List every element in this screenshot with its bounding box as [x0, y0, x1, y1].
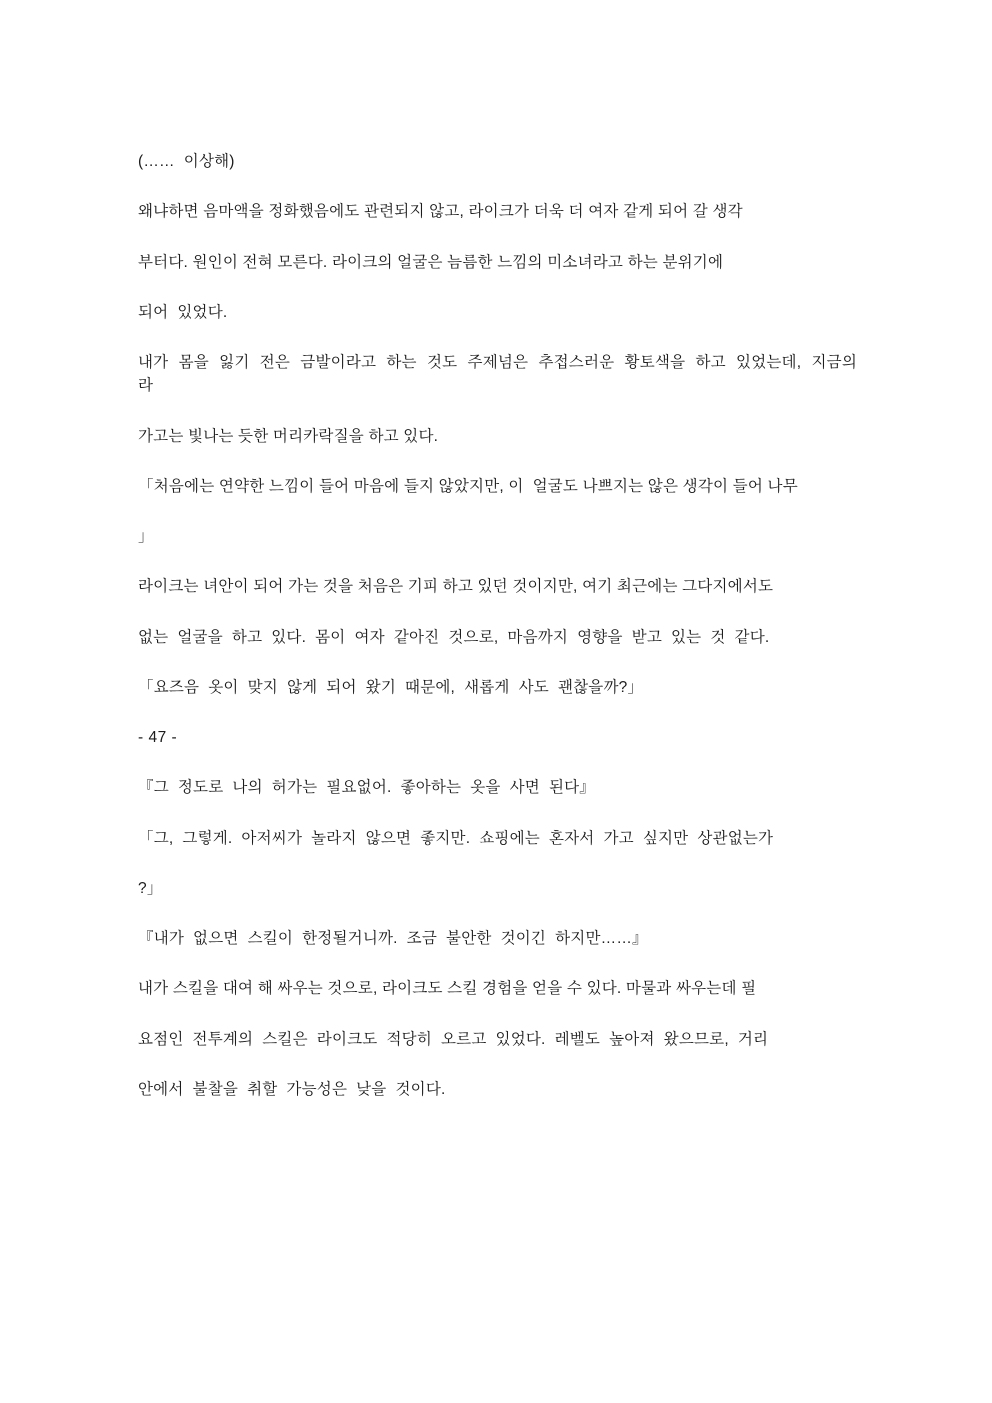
paragraph: 없는 얼굴을 하고 있다. 몸이 여자 같아진 것으로, 마음까지 영향을 받고 있는 것 같다.	[138, 628, 770, 646]
paragraph: ?」	[138, 879, 163, 897]
paragraph: 부터다. 원인이 전혀 모른다. 라이크의 얼굴은 늠름한 느낌의 미소녀라고 하는 분위기에	[138, 253, 724, 271]
paragraph: 요점인 전투계의 스킬은 라이크도 적당히 오르고 있었다. 레벨도 높아져 왔으므로, 거리	[138, 1030, 769, 1048]
paragraph: 「처음에는 연약한 느낌이 들어 마음에 들지 않았지만, 이 얼굴도 나쁘지는 않은 생각이 들어 나무	[138, 477, 798, 495]
page-number: - 47 -	[138, 729, 178, 746]
paragraph: (…… 이상해)	[138, 153, 235, 170]
paragraph: 」	[138, 528, 154, 545]
paragraph: 왜냐하면 음마액을 정화했음에도 관련되지 않고, 라이크가 더욱 더 여자 같게 되어 갈 생각	[138, 203, 743, 221]
paragraph: 라이크는 녀안이 되어 가는 것을 처음은 기피 하고 있던 것이지만, 여기 최근에는 그다지에서도	[138, 578, 774, 596]
paragraph: 내가 몸을 잃기 전은 금발이라고 하는 것도 주제넘은 추접스러운 황토색을 하고 있었는데, 지금의 라	[138, 354, 862, 395]
paragraph: 「요즈음 옷이 맞지 않게 되어 왔기 때문에, 새롭게 사도 괜찮을까?」	[138, 678, 644, 696]
paragraph: 안에서 불찰을 취할 가능성은 낮을 것이다.	[138, 1080, 446, 1098]
paragraph: 『그 정도로 나의 허가는 필요없어. 좋아하는 옷을 사면 된다』	[138, 779, 595, 797]
paragraph: 되어 있었다.	[138, 303, 228, 321]
paragraph: 「그, 그렇게. 아저씨가 놀라지 않으면 좋지만. 쇼핑에는 혼자서 가고 싶지만 상관없는가	[138, 829, 774, 847]
paragraph: 내가 스킬을 대여 해 싸우는 것으로, 라이크도 스킬 경험을 얻을 수 있다. 마물과 싸우는데 필	[138, 980, 757, 998]
paragraph: 가고는 빛나는 듯한 머리카락질을 하고 있다.	[138, 427, 439, 445]
paragraph: 『내가 없으면 스킬이 한정될거니까. 조금 불안한 것이긴 하지만……』	[138, 930, 648, 947]
